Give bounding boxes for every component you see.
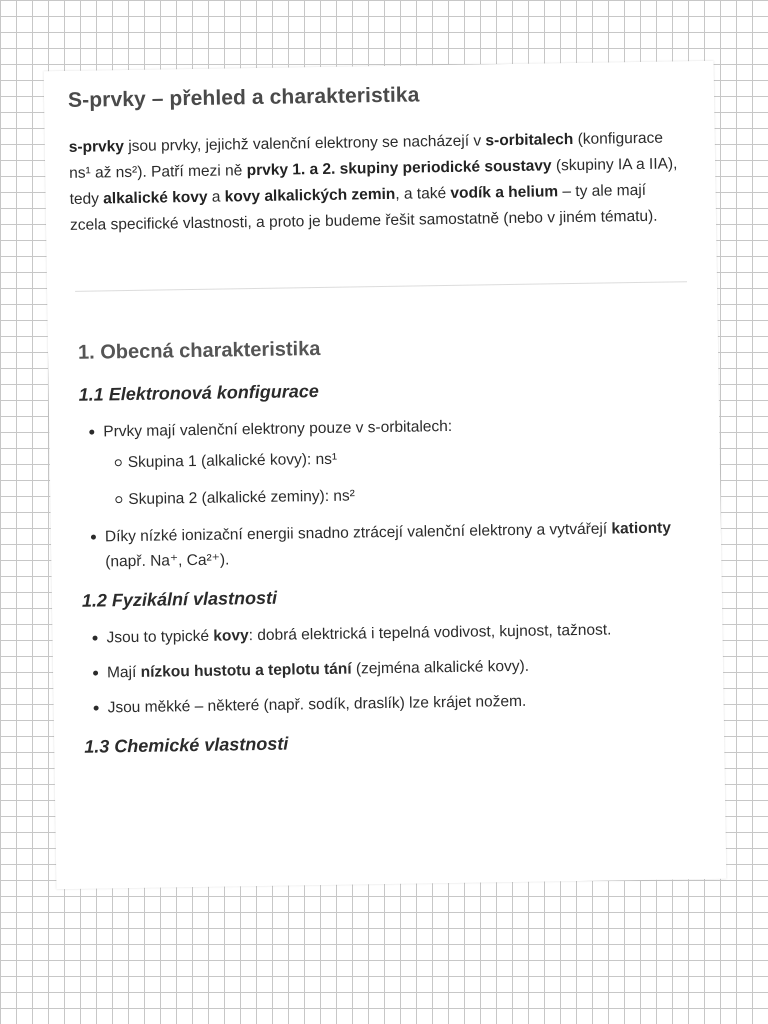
text-run: (konfigurace ns¹ až ns²). Patří mezi ně — [69, 129, 664, 182]
text-run: (zejména alkalické kovy). — [351, 657, 530, 678]
text-run: (skupiny IA a IIA), tedy — [69, 155, 678, 208]
text-run: a — [207, 188, 225, 206]
group-config-list — [104, 441, 691, 512]
document-page — [44, 61, 727, 889]
text-run: – ty ale mají zcela specifické vlastnosti, a proto je budeme řešit samostatně (nebo v jiném tématu). — [69, 181, 658, 234]
text-run: : dobrá elektrická i tepelná vodivost, kujnost, tažnost. — [248, 621, 612, 645]
bold-text: nízkou hustotu a teplotu tání — [140, 660, 352, 681]
text-run: (např. Na⁺, Ca²⁺). — [105, 551, 230, 571]
bold-text: s-orbitalech — [485, 131, 574, 150]
subsection-heading-physical: 1.2 Fyzikální vlastnosti — [81, 587, 278, 611]
physical-properties-list — [76, 616, 693, 721]
bold-text: kovy — [213, 627, 249, 645]
text-run: Díky nízké ionizační energii snadno ztrácejí valenční elektrony a vytvářejí — [104, 520, 612, 546]
section-heading-general: 1. Obecná charakteristika — [77, 338, 321, 364]
horizontal-divider — [75, 281, 687, 292]
electron-config-list — [73, 410, 691, 575]
text-run: Jsou to typické — [106, 627, 214, 647]
list-item — [106, 616, 692, 650]
list-item — [105, 515, 692, 574]
bold-text: prvky 1. a 2. skupiny periodické soustavy — [246, 157, 552, 180]
list-item: Skupina 1 (alkalické kovy): ns¹ — [128, 441, 690, 475]
text-run: jsou prvky, jejichž valenční elektrony se nacházejí v — [123, 132, 486, 156]
bold-text: alkalické kovy — [103, 188, 208, 208]
bold-text: vodík a helium — [450, 183, 559, 202]
subsection-heading-electron-config: 1.1 Elektronová konfigurace — [78, 381, 319, 405]
bold-text: kovy alkalických zemin — [224, 185, 396, 206]
intro-paragraph — [69, 125, 687, 239]
text-run: Jsou měkké – některé (např. sodík, draslík) lze krájet nožem. — [107, 692, 527, 717]
bold-text: s-prvky — [68, 138, 125, 156]
list-item — [103, 410, 690, 512]
bold-text: kationty — [611, 519, 672, 538]
page-title: S-prvky – přehled a charakteristika — [67, 83, 420, 112]
list-item — [107, 651, 693, 685]
text-run: , a také — [395, 184, 451, 203]
subsection-heading-chemical: 1.3 Chemické vlastnosti — [84, 733, 289, 757]
list-item-text: Prvky mají valenční elektrony pouze v s-orbitalech: — [103, 417, 453, 441]
list-item — [107, 686, 693, 720]
text-run: Mají — [106, 663, 141, 682]
list-item: Skupina 2 (alkalické zeminy): ns² — [128, 478, 690, 512]
